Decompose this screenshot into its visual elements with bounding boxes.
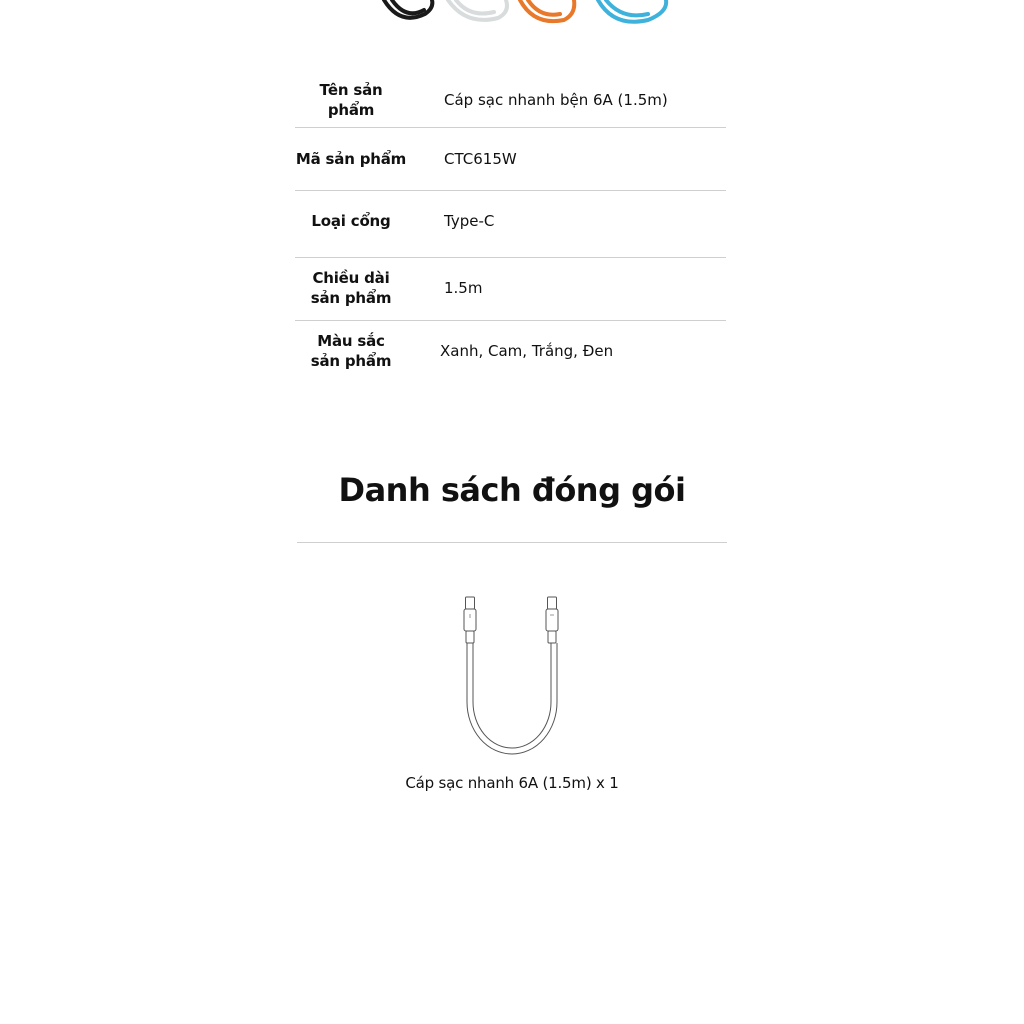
black-cable-strand <box>392 0 424 13</box>
left-connector-tip <box>466 597 475 609</box>
spec-row-product-code <box>295 128 726 191</box>
spec-value: CTC615W <box>444 150 517 168</box>
blue-cable-strand <box>606 0 648 15</box>
usb-c-cable-image <box>452 592 572 760</box>
spec-label: Loại cổng <box>311 212 391 230</box>
spec-row-port-type <box>295 191 726 258</box>
spec-row-product-name <box>295 72 726 128</box>
spec-row-length <box>295 258 726 321</box>
left-connector-body <box>464 609 476 631</box>
spec-row-colors <box>295 321 726 381</box>
spec-label: Màu sắc sản phẩm <box>310 332 392 370</box>
left-connector-neck <box>466 631 474 643</box>
spec-label: Mã sản phẩm <box>295 150 407 168</box>
cable-outer-line <box>467 643 557 754</box>
right-connector-neck <box>548 631 556 643</box>
right-connector-tip <box>548 597 557 609</box>
package-list-title: Danh sách đóng gói <box>338 471 686 509</box>
spec-label: Tên sản phẩm <box>319 81 383 119</box>
spec-value: Xanh, Cam, Trắng, Đen <box>440 342 614 360</box>
section-divider <box>297 542 727 543</box>
package-item-caption: Cáp sạc nhanh 6A (1.5m) x 1 <box>405 774 619 792</box>
cable-inner-line <box>473 643 551 748</box>
spec-label: Chiều dài sản phẩm <box>310 269 392 307</box>
spec-value: 1.5m <box>444 279 483 297</box>
right-connector-body <box>546 609 558 631</box>
spec-table <box>295 72 726 381</box>
colored-cables-image <box>370 0 680 30</box>
spec-value: Cáp sạc nhanh bện 6A (1.5m) <box>444 91 668 109</box>
spec-value: Type-C <box>444 212 495 230</box>
